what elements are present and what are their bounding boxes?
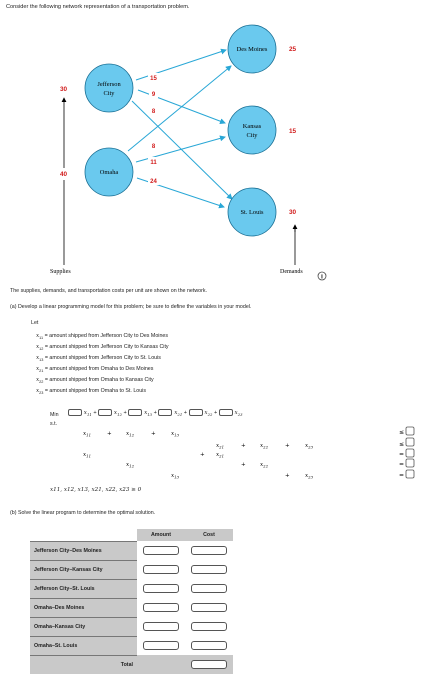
- route-label: Omaha–Des Moines: [30, 598, 137, 617]
- part-b-prompt: (b) Solve the linear program to determine the optimal solution.: [10, 510, 156, 516]
- amount-input[interactable]: [143, 584, 179, 593]
- node-label-stlouis: St. Louis: [240, 209, 264, 216]
- amount-input[interactable]: [143, 565, 179, 574]
- svg-text:x11: $x_{11}$: [83, 431, 91, 438]
- amount-input[interactable]: [143, 546, 179, 555]
- table-row: [30, 617, 233, 636]
- table-row-total: [30, 655, 233, 674]
- svg-text:+: +: [200, 452, 205, 458]
- svg-text:≤: ≤: [399, 429, 405, 436]
- svg-text:x21: $x_{21}$: [216, 443, 224, 450]
- node-label-omaha: Omaha: [99, 169, 119, 176]
- svg-text:+: +: [107, 431, 112, 437]
- svg-text:+: +: [151, 431, 156, 437]
- definition-row: $x_{21}$ = amount shipped from Omaha to Des Moines: [36, 366, 154, 374]
- svg-text:x22: $x_{22}$: [260, 443, 268, 450]
- total-label: Total: [30, 655, 137, 674]
- arc-omaha-desmoines: [128, 66, 231, 151]
- table-row: [30, 598, 233, 617]
- results-table: [30, 529, 233, 674]
- node-jefferson-city: [85, 64, 133, 112]
- svg-text:+: +: [241, 462, 246, 468]
- cost-label-4: 8: [151, 144, 156, 150]
- header-amount: Amount: [137, 529, 185, 541]
- header-cost: Cost: [185, 529, 233, 541]
- amount-input[interactable]: [143, 641, 179, 650]
- supply-value-omaha: 40: [59, 171, 68, 178]
- svg-text:x11: $x_{11}$: [83, 452, 91, 459]
- route-label: Omaha–Kansas City: [30, 617, 137, 636]
- route-label: Omaha–St. Louis: [30, 636, 137, 655]
- svg-text:x22: $x_{22}$: [260, 462, 268, 469]
- table-row: [30, 560, 233, 579]
- cost-input[interactable]: [191, 565, 227, 574]
- obj-coef-x13[interactable]: [128, 409, 142, 416]
- definition-row: $x_{11}$ = amount shipped from Jefferson City to Des Moines: [36, 333, 168, 341]
- network-note: The supplies, demands, and transportation costs per unit are shown on the network.: [10, 288, 207, 294]
- cost-input[interactable]: [191, 546, 227, 555]
- node-label-kansas-line1: Kansas: [242, 123, 262, 130]
- node-label-jefferson-line1: Jefferson: [97, 81, 121, 88]
- min-label: Min: [50, 412, 59, 418]
- svg-text:+: +: [285, 473, 290, 479]
- rhs-box-2: [406, 438, 414, 446]
- network-diagram: [0, 0, 430, 290]
- obj-coef-x22[interactable]: [189, 409, 203, 416]
- definition-row: $x_{13}$ = amount shipped from Jefferson City to St. Louis: [36, 355, 161, 363]
- definition-row: $x_{22}$ = amount shipped from Omaha to Kansas City: [36, 377, 154, 385]
- route-label: Jefferson City–Kansas City: [30, 560, 137, 579]
- route-label: Jefferson City–St. Louis: [30, 579, 137, 598]
- amount-input[interactable]: [143, 622, 179, 631]
- svg-text:=: =: [399, 451, 405, 458]
- cost-label-1: 15: [150, 76, 157, 82]
- svg-text:≤: ≤: [399, 441, 405, 448]
- cost-label-6: 24: [150, 179, 157, 185]
- node-label-jefferson-line2: City: [103, 90, 115, 97]
- svg-text:x23: $x_{23}$: [305, 473, 313, 480]
- node-label-kansas-line2: City: [246, 132, 258, 139]
- supply-value-jefferson: 30: [59, 86, 68, 93]
- obj-coef-x11[interactable]: [68, 409, 82, 416]
- node-label-desmoines: Des Moines: [236, 46, 268, 53]
- total-cost-input[interactable]: [191, 660, 227, 669]
- definition-row: $x_{23}$ = amount shipped from Omaha to St. Louis: [36, 388, 146, 396]
- demand-value-desmoines: 25: [288, 46, 297, 53]
- cost-label-5: 11: [150, 160, 157, 166]
- definition-row: $x_{12}$ = amount shipped from Jefferson City to Kansas City: [36, 344, 169, 352]
- demand-value-stlouis: 30: [288, 209, 297, 216]
- demand-value-kansascity: 15: [288, 128, 297, 135]
- svg-text:+: +: [241, 443, 246, 449]
- rhs-box-4: [406, 459, 414, 467]
- constraints: [0, 425, 430, 485]
- cost-label-2: 9: [151, 92, 156, 98]
- svg-text:=: =: [399, 461, 405, 468]
- svg-text:x12: $x_{12}$: [126, 462, 134, 469]
- supplies-label: Supplies: [50, 269, 71, 275]
- rhs-box-1: [406, 427, 414, 435]
- cost-label-3: 8: [151, 109, 156, 115]
- arc-jefferson-stlouis: [132, 101, 232, 199]
- svg-text:=: =: [399, 472, 405, 479]
- part-a-prompt: (a) Develop a linear programming model for this problem; be sure to define the variables in your model.: [10, 304, 252, 310]
- cost-input[interactable]: [191, 584, 227, 593]
- svg-text:x21: $x_{21}$: [216, 452, 224, 459]
- problem-title: Consider the following network representation of a transportation problem.: [6, 4, 190, 10]
- svg-text:x13: $x_{13}$: [171, 473, 179, 480]
- table-row: [30, 541, 233, 560]
- svg-text:x23: $x_{23}$: [305, 443, 313, 450]
- cost-input[interactable]: [191, 641, 227, 650]
- nonnegativity: x11, x12, x13, x21, x22, x23 ≥ 0: [50, 487, 142, 493]
- obj-coef-x12[interactable]: [98, 409, 112, 416]
- objective-row: $x_{11} + x_{12} + x_{13} + x_{21} + x_{22} + x_{23}$: [68, 409, 243, 417]
- variable-definitions: [36, 333, 169, 399]
- obj-coef-x23[interactable]: [219, 409, 233, 416]
- node-kansas-city: [228, 106, 276, 154]
- amount-input[interactable]: [143, 603, 179, 612]
- rhs-box-5: [406, 470, 414, 478]
- let-label: Let: [31, 320, 39, 326]
- svg-text:i: i: [321, 274, 323, 281]
- svg-text:x12: $x_{12}$: [126, 431, 134, 438]
- svg-text:x13: $x_{13}$: [171, 431, 179, 438]
- st-label: s.t.: [50, 421, 58, 427]
- cost-input[interactable]: [191, 622, 227, 631]
- rhs-box-3: [406, 449, 414, 457]
- route-label: Jefferson City–Des Moines: [30, 541, 137, 560]
- obj-coef-x21[interactable]: [158, 409, 172, 416]
- demands-label: Demands: [280, 269, 303, 275]
- cost-input[interactable]: [191, 603, 227, 612]
- svg-text:+: +: [285, 443, 290, 449]
- table-row: [30, 636, 233, 655]
- table-row: [30, 579, 233, 598]
